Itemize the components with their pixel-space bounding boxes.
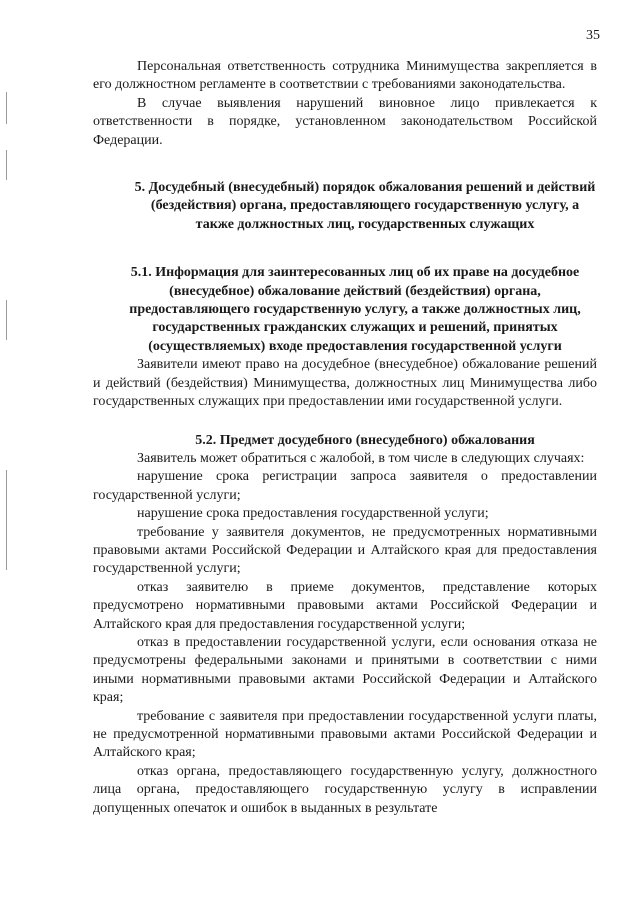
margin-scan-line [6, 150, 7, 180]
margin-scan-line [6, 470, 7, 570]
list-item: отказ органа, предоставляющего государственную услугу, должностного лица органа, предоставляющего государственную услугу в исправлении допущенных опечаток и ошибок в выданных в результате [93, 763, 597, 816]
paragraph: В случае выявления нарушений виновное лицо привлекается к ответственности в порядке, установленном законодательством Российской Федерации. [93, 95, 597, 148]
margin-scan-line [6, 300, 7, 340]
list-item: отказ заявителю в приеме документов, представление которых предусмотрено нормативными правовыми актами Российской Федерации и Алтайского края для предоставления государственной услуги; [93, 579, 597, 632]
paragraph: Заявитель может обратиться с жалобой, в том числе в следующих случаях: [137, 450, 585, 466]
list-item: требование у заявителя документов, не предусмотренных нормативными правовыми актами Российской Федерации и Алтайского края для предоставления государственной услуги; [93, 524, 597, 577]
list-item: требование с заявителя при предоставлении государственной услуги платы, не предусмотренной нормативными правовыми актами Российской Федерации и Алтайского края; [93, 708, 597, 761]
margin-scan-line [6, 92, 7, 124]
list-item: нарушение срока регистрации запроса заявителя о предоставлении государственной услуги; [93, 469, 597, 503]
list-item: отказ в предоставлении государственной услуги, если основания отказа не предусмотрены федеральными законами и принятыми в соответствии с ними иными нормативными правовыми актами Российской Федерации и Алтайского края; [93, 634, 597, 706]
subsection-heading: 5.1. Информация для заинтересованных лиц об их праве на досудебное (внесудебное) обжалование действий (бездействия) органа, предоставляющего государственную услугу, а также должностных лиц, государственных гражданских служащих и решений, принятых (осуществляемых) входе предоставления государственной услуги [129, 265, 581, 354]
paragraph: Заявители имеют право на досудебное (внесудебное) обжалование решений и действий (бездействия) Минимущества, должностных лиц Минимущества либо государственных служащих при предоставлении ими государственной услуги. [93, 357, 597, 410]
document-body [93, 58, 597, 818]
paragraph: Персональная ответственность сотрудника Минимущества закрепляется в его должностном регламенте в соответствии с требованиями законодательства. [93, 59, 597, 93]
subsection-heading: 5.2. Предмет досудебного (внесудебного) обжалования [195, 432, 535, 448]
list-item: нарушение срока предоставления государственной услуги; [137, 506, 489, 522]
page-number: 35 [586, 28, 600, 43]
section-heading: 5. Досудебный (внесудебный) порядок обжалования решений и действий (бездействия) органа, предоставляющего государственную услугу, а также должностных лиц, государственных служащих [134, 180, 596, 232]
